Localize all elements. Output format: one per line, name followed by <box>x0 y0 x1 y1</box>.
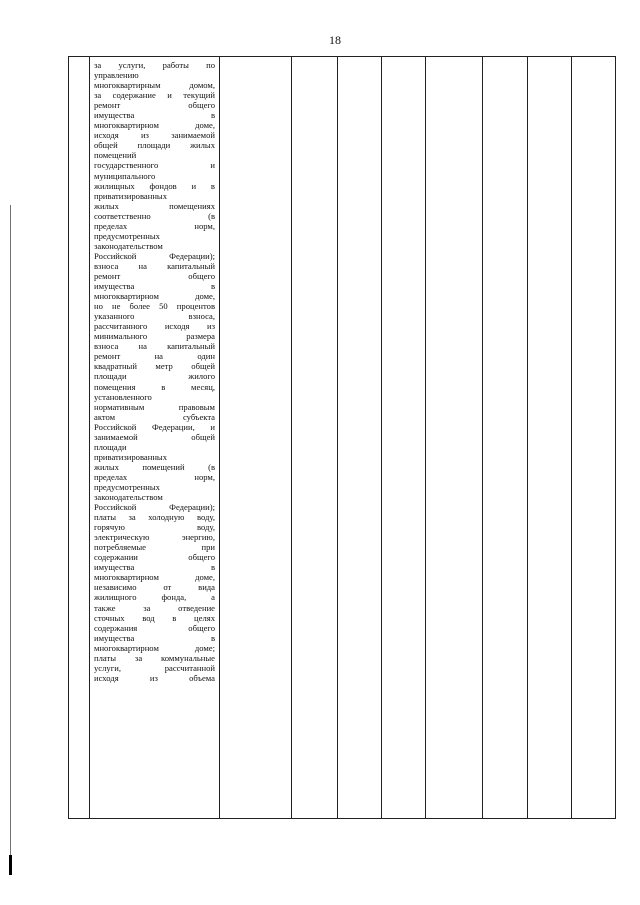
text-line: законодательством <box>94 492 163 503</box>
text-line: пределах норм, <box>94 471 215 482</box>
text-line: платы за холодную воду, <box>94 512 215 523</box>
text-line: платы за коммунальные <box>94 652 215 663</box>
text-line: площади жилого <box>94 371 215 382</box>
table-cell-empty <box>338 57 382 819</box>
table-cell-number <box>69 57 90 819</box>
text-line: имущества в <box>94 110 215 121</box>
text-line: Российской Федерации, и <box>94 421 215 432</box>
text-line: потребляемые при <box>94 542 215 553</box>
text-line: государственного и <box>94 160 215 171</box>
text-line: нормативным правовым <box>94 401 215 412</box>
text-line: установленного <box>94 391 152 402</box>
text-line: многоквартирном доме, <box>94 572 215 583</box>
table-cell-description <box>90 57 220 819</box>
text-line: за содержание и текущий <box>94 90 215 101</box>
text-line: взноса на капитальный <box>94 260 215 271</box>
text-line: приватизированных <box>94 451 168 462</box>
text-line: управлению <box>94 70 139 81</box>
text-line: общей площади жилых <box>94 140 215 151</box>
description-text <box>94 60 215 683</box>
text-line: содержании общего <box>94 552 215 563</box>
scan-edge-mark <box>9 855 12 875</box>
text-line: исходя из занимаемой <box>94 130 215 141</box>
text-line: законодательством <box>94 240 163 251</box>
text-line: имущества в <box>94 632 215 643</box>
text-line: Российской Федерации); <box>94 502 215 513</box>
page-number: 18 <box>329 33 341 47</box>
text-line: имущества в <box>94 281 215 292</box>
text-line: соответственно (в <box>94 210 215 221</box>
text-line: помещения в месяц, <box>94 381 215 392</box>
text-line: квадратный метр общей <box>94 361 215 372</box>
text-line: многоквартирном доме, <box>94 291 215 302</box>
text-line: за услуги, работы по <box>94 60 215 70</box>
text-line: независимо от вида <box>94 582 215 593</box>
text-line: актом субъекта <box>94 411 215 422</box>
table-row <box>69 57 616 819</box>
text-line: многоквартирным домом, <box>94 80 215 91</box>
text-line: ремонт на один <box>94 351 215 362</box>
text-line: многоквартирном доме; <box>94 642 215 653</box>
text-line: занимаемой общей <box>94 431 215 442</box>
text-line: ремонт общего <box>94 100 215 111</box>
text-line: электрическую энергию, <box>94 532 215 543</box>
table-cell-empty <box>426 57 483 819</box>
text-line: приватизированных <box>94 190 168 201</box>
text-line: содержания общего <box>94 622 215 633</box>
table-cell-empty <box>292 57 338 819</box>
text-line: жилищного фонда, а <box>94 592 215 603</box>
text-line: минимального размера <box>94 331 215 342</box>
table-cell-empty <box>382 57 426 819</box>
text-line: но не более 50 процентов <box>94 301 215 312</box>
table-cell-empty <box>528 57 572 819</box>
text-line: имущества в <box>94 562 215 573</box>
text-line: жилищных фондов и в <box>94 180 215 191</box>
text-line: предусмотренных <box>94 230 160 241</box>
text-line: рассчитанного исходя из <box>94 321 215 332</box>
text-line: горячую воду, <box>94 522 215 533</box>
document-table <box>68 56 616 819</box>
text-line: жилых помещениях <box>94 200 215 211</box>
table-cell-empty <box>483 57 528 819</box>
text-line: указанного взноса, <box>94 311 215 322</box>
text-line: взноса на капитальный <box>94 341 215 352</box>
table-cell-empty <box>572 57 616 819</box>
text-line: услуги, рассчитанной <box>94 662 215 673</box>
text-line: исходя из объема <box>94 672 215 683</box>
text-line: многоквартирном доме, <box>94 120 215 131</box>
table-cell-empty <box>220 57 292 819</box>
text-line: также за отведение <box>94 602 215 613</box>
text-line: помещений <box>94 150 137 161</box>
text-line: сточных вод в целях <box>94 612 215 623</box>
text-line: площади <box>94 441 127 452</box>
text-line: муниципального <box>94 170 156 181</box>
text-line: предусмотренных <box>94 481 160 492</box>
text-line: ремонт общего <box>94 270 215 281</box>
text-line: Российской Федерации); <box>94 250 215 261</box>
scan-edge-line <box>10 205 11 865</box>
text-line: пределах норм, <box>94 220 215 231</box>
text-line: жилых помещений (в <box>94 461 215 472</box>
